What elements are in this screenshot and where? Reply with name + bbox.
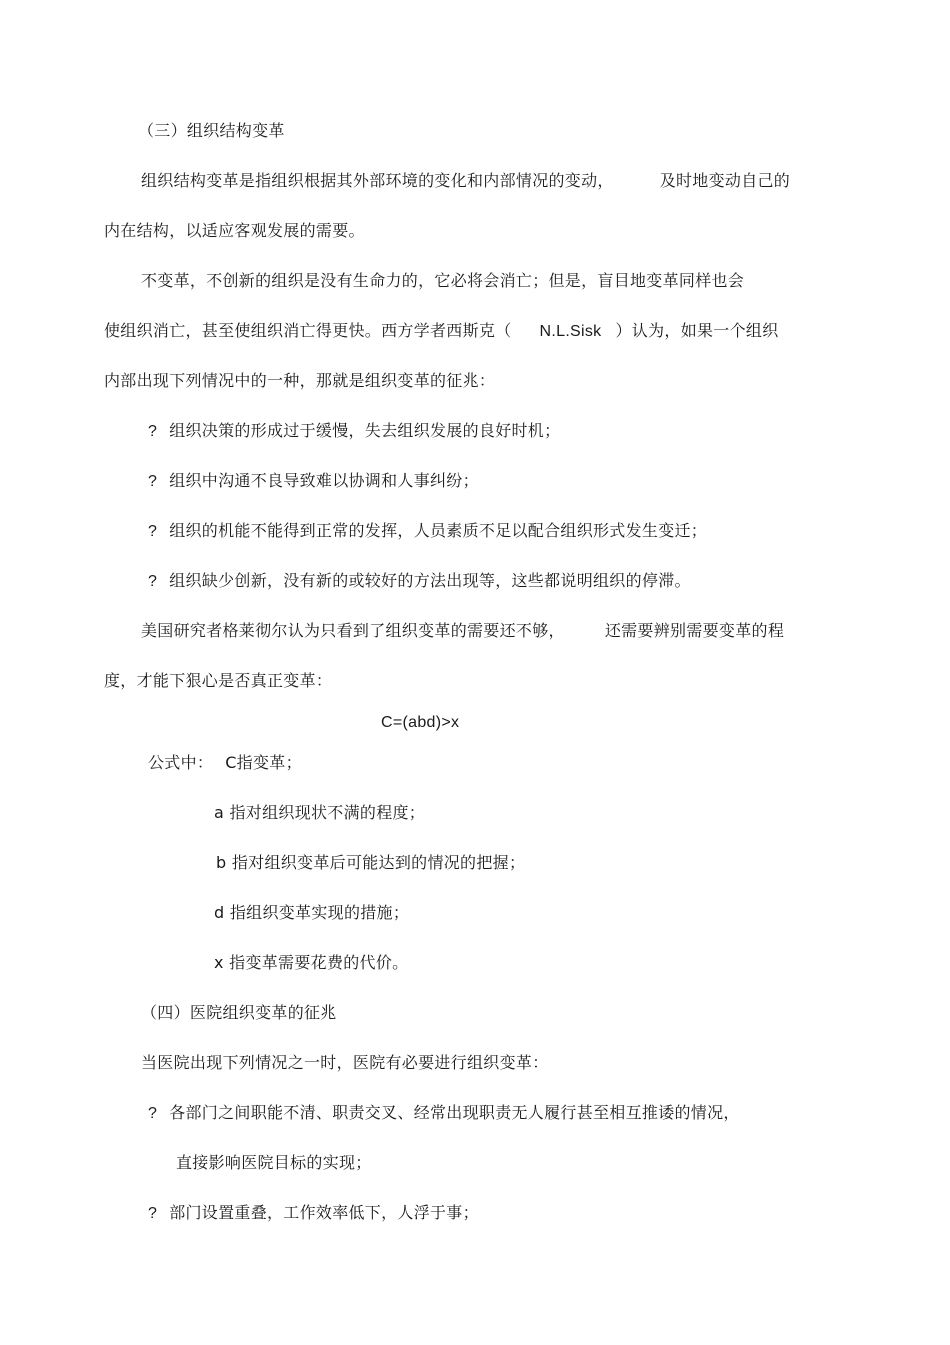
paragraph-3-line-1-text-a: 美国研究者格莱彻尔认为只看到了组织变革的需要还不够， — [141, 621, 565, 640]
bullet-text: 各部门之间职能不清、职责交叉、经常出现职责无人履行甚至相互推诿的情况， — [169, 1103, 740, 1122]
list-item — [148, 571, 691, 592]
bullet-text: 组织的机能不能得到正常的发挥，人员素质不足以配合组织形式发生变迁； — [169, 521, 708, 540]
section-4-intro: 当医院出现下列情况之一时，医院有必要进行组织变革： — [141, 1053, 549, 1072]
paragraph-3-line-2: 度，才能下狠心是否真正变革： — [104, 671, 333, 690]
author-name: N.L.Sisk — [539, 323, 602, 340]
paragraph-3-line-1-text-b: 还需要辨别需要变革的程 — [604, 621, 785, 640]
paragraph-3-line-1 — [141, 621, 784, 641]
formula-var-x: x 指变革需要花费的代价。 — [214, 953, 409, 972]
formula-var-b: b 指对组织变革后可能达到的情况的把握； — [216, 853, 526, 872]
bullet-text: 部门设置重叠，工作效率低下，人浮于事； — [169, 1203, 479, 1222]
bullet-text: 组织中沟通不良导致难以协调和人事纠纷； — [169, 471, 479, 490]
paragraph-2-line-2 — [104, 321, 779, 342]
list-item — [148, 521, 707, 542]
paragraph-1-line-1-text-b: 及时地变动自己的 — [659, 171, 791, 190]
paragraph-2-line-1: 不变革，不创新的组织是没有生命力的，它必将会消亡；但是，盲目地变革同样也会 — [141, 271, 745, 290]
paragraph-1-line-2: 内在结构，以适应客观发展的需要。 — [104, 221, 365, 240]
list-item — [148, 1103, 740, 1124]
bullet-mark: ? — [148, 1105, 158, 1122]
list-item — [148, 471, 479, 492]
bullet-mark: ? — [148, 523, 158, 540]
bullet-mark: ? — [148, 423, 158, 440]
paragraph-2-line-3: 内部出现下列情况中的一种，那就是组织变革的征兆： — [104, 371, 496, 390]
formula-intro-label: 公式中： — [148, 753, 214, 772]
list-item — [148, 1203, 479, 1224]
paragraph-1-line-1 — [141, 171, 790, 191]
list-item — [148, 421, 560, 442]
paragraph-1-line-1-text-a: 组织结构变革是指组织根据其外部环境的变化和内部情况的变动， — [141, 171, 614, 190]
formula: C=(abd)>x — [381, 714, 460, 731]
bullet-mark: ? — [148, 573, 158, 590]
formula-intro-c: C指变革； — [225, 753, 302, 772]
bullet-text: 组织缺少创新，没有新的或较好的方法出现等，这些都说明组织的停滞。 — [169, 571, 691, 590]
bullet-mark: ? — [148, 1205, 158, 1222]
formula-var-d: d 指组织变革实现的措施； — [214, 903, 410, 922]
formula-intro — [148, 753, 302, 773]
paragraph-2-line-2-text-c: ）认为，如果一个组织 — [615, 321, 779, 340]
paragraph-2-line-2-text-a: 使组织消亡，甚至使组织消亡得更快。西方学者西斯克（ — [104, 321, 512, 340]
section-3-heading: （三）组织结构变革 — [138, 121, 285, 140]
list-item-continuation: 直接影响医院目标的实现； — [176, 1153, 372, 1172]
bullet-mark: ? — [148, 473, 158, 490]
formula-var-a: a 指对组织现状不满的程度； — [214, 803, 426, 822]
section-4-heading: （四）医院组织变革的征兆 — [141, 1003, 337, 1022]
bullet-text: 组织决策的形成过于缓慢，失去组织发展的良好时机； — [169, 421, 561, 440]
